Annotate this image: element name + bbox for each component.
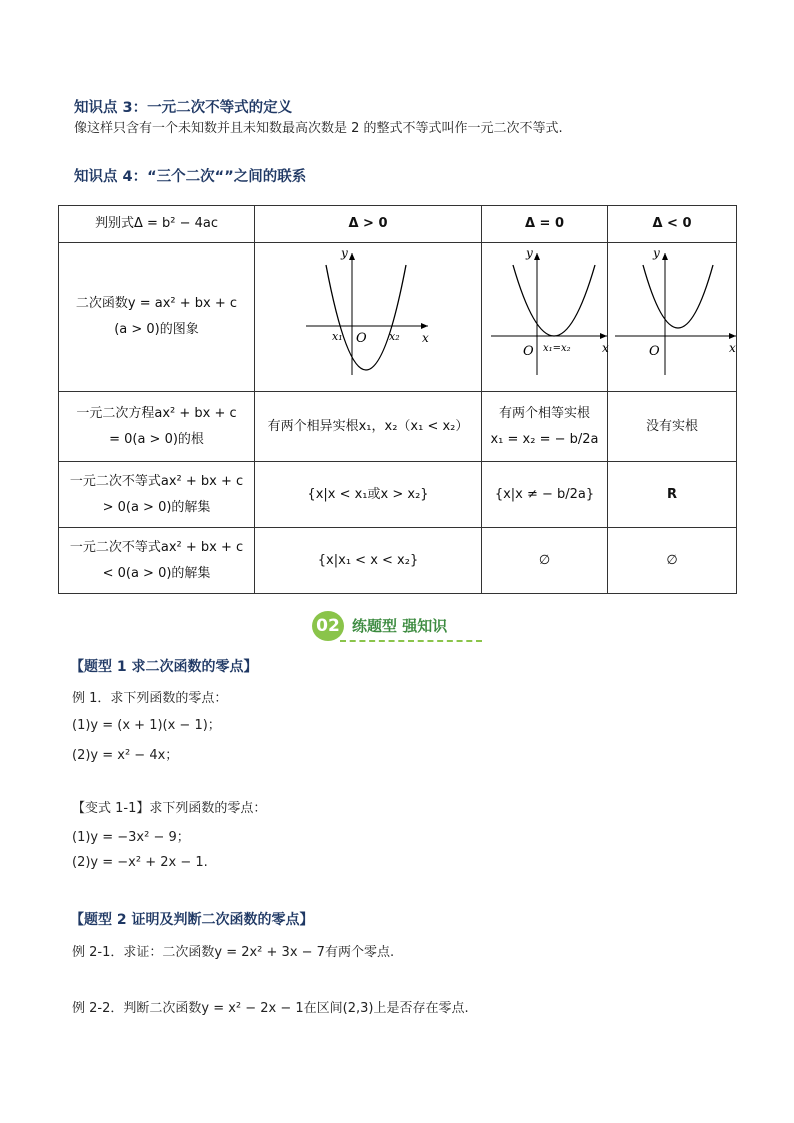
roots-double-line1: 有两个相等实根 xyxy=(498,405,590,421)
three-quadratics-table xyxy=(58,205,737,594)
origin-label: O xyxy=(648,344,660,359)
graph-two-roots-cell xyxy=(255,243,482,392)
type1-variant-1: (1)y = −3x² − 9； xyxy=(72,830,190,845)
graph-one-root xyxy=(483,243,607,381)
header-delta-negative: Δ < 0 xyxy=(608,206,737,243)
lt-label xyxy=(59,528,255,594)
root-x1-label: x₁ xyxy=(331,330,343,343)
graph-one-root-cell xyxy=(482,243,608,392)
origin-label: O xyxy=(355,331,367,346)
type1-example-intro: 例 1．求下列函数的零点： xyxy=(72,691,228,706)
gt-solution-double: {x|x ≠ − b/2a} xyxy=(482,462,608,528)
roots-label-line2: = 0(a > 0)的根 xyxy=(109,431,204,447)
gt-label-line1: 一元二次不等式ax² + bx + c xyxy=(69,473,244,489)
lt-solution-double: ∅ xyxy=(482,528,608,594)
graph-label-line1: 二次函数y = ax² + bx + c xyxy=(75,296,238,311)
axis-y-label: y xyxy=(340,246,348,260)
graph-label-line2: (a > 0)的图象 xyxy=(114,322,199,337)
axis-y-label: y xyxy=(652,246,660,260)
section-title: 练题型 强知识 xyxy=(352,617,448,635)
gt-label-line2: > 0(a > 0)的解集 xyxy=(102,499,211,515)
kp4-title: 知识点 4：“三个二次“”之间的联系 xyxy=(74,169,307,185)
header-delta-positive: Δ > 0 xyxy=(255,206,482,243)
section-underline xyxy=(340,640,482,642)
type2-example-2: 例 2-2．判断二次函数y = x² − 2x − 1在区间(2,3)上是否存在零点. xyxy=(72,1001,469,1016)
table-row-graph xyxy=(59,243,737,392)
type2-example-1: 例 2-1．求证：二次函数y = 2x² + 3x − 7有两个零点. xyxy=(72,945,395,960)
axis-x-label: x xyxy=(728,341,736,355)
roots-none: 没有实根 xyxy=(608,392,737,462)
type1-example-1: (1)y = (x + 1)(x − 1)； xyxy=(72,718,221,733)
double-root-label: x₁=x₂ xyxy=(542,343,571,354)
roots-double-line2: x₁ = x₂ = − b/2a xyxy=(490,431,599,447)
lt-solution-none: ∅ xyxy=(608,528,737,594)
gt-label xyxy=(59,462,255,528)
root-x2-label: x₂ xyxy=(388,330,400,343)
table-row-roots xyxy=(59,392,737,462)
kp3-body: 像这样只含有一个未知数并且未知数最高次数是 2 的整式不等式叫作一元二次不等式. xyxy=(74,121,563,136)
type1-example-2: (2)y = x² − 4x； xyxy=(72,748,179,763)
gt-solution-none: R xyxy=(608,462,737,528)
graph-two-roots xyxy=(256,243,481,381)
lt-label-line1: 一元二次不等式ax² + bx + c xyxy=(69,539,244,555)
roots-label-line1: 一元二次方程ax² + bx + c xyxy=(76,405,237,421)
axis-y-label: y xyxy=(525,246,533,260)
origin-label: O xyxy=(522,344,534,359)
section-number-badge: 02 xyxy=(312,611,344,641)
graph-no-root xyxy=(609,243,736,381)
type1-variant-intro: 【变式 1-1】求下列函数的零点： xyxy=(72,801,267,816)
type1-variant-2: (2)y = −x² + 2x − 1. xyxy=(72,855,208,870)
table-row-header xyxy=(59,206,737,243)
type2-title: 【题型 2 证明及判断二次函数的零点】 xyxy=(70,912,314,928)
axis-x-label: x xyxy=(421,331,429,345)
roots-label xyxy=(59,392,255,462)
roots-double xyxy=(482,392,608,462)
graph-label xyxy=(59,243,255,392)
table-row-gt xyxy=(59,462,737,528)
lt-solution-two-roots: {x|x₁ < x < x₂} xyxy=(255,528,482,594)
kp3-title: 知识点 3：一元二次不等式的定义 xyxy=(74,100,293,116)
axis-x-label: x xyxy=(601,341,609,355)
header-delta-zero: Δ = 0 xyxy=(482,206,608,243)
gt-solution-two-roots: {x|x < x₁或x > x₂} xyxy=(255,462,482,528)
table-row-lt xyxy=(59,528,737,594)
header-discriminant: 判别式Δ = b² − 4ac xyxy=(59,206,255,243)
lt-label-line2: < 0(a > 0)的解集 xyxy=(102,565,211,581)
roots-two-distinct: 有两个相异实根x₁，x₂（x₁ < x₂） xyxy=(255,392,482,462)
graph-no-root-cell xyxy=(608,243,737,392)
type1-title: 【题型 1 求二次函数的零点】 xyxy=(70,659,258,675)
